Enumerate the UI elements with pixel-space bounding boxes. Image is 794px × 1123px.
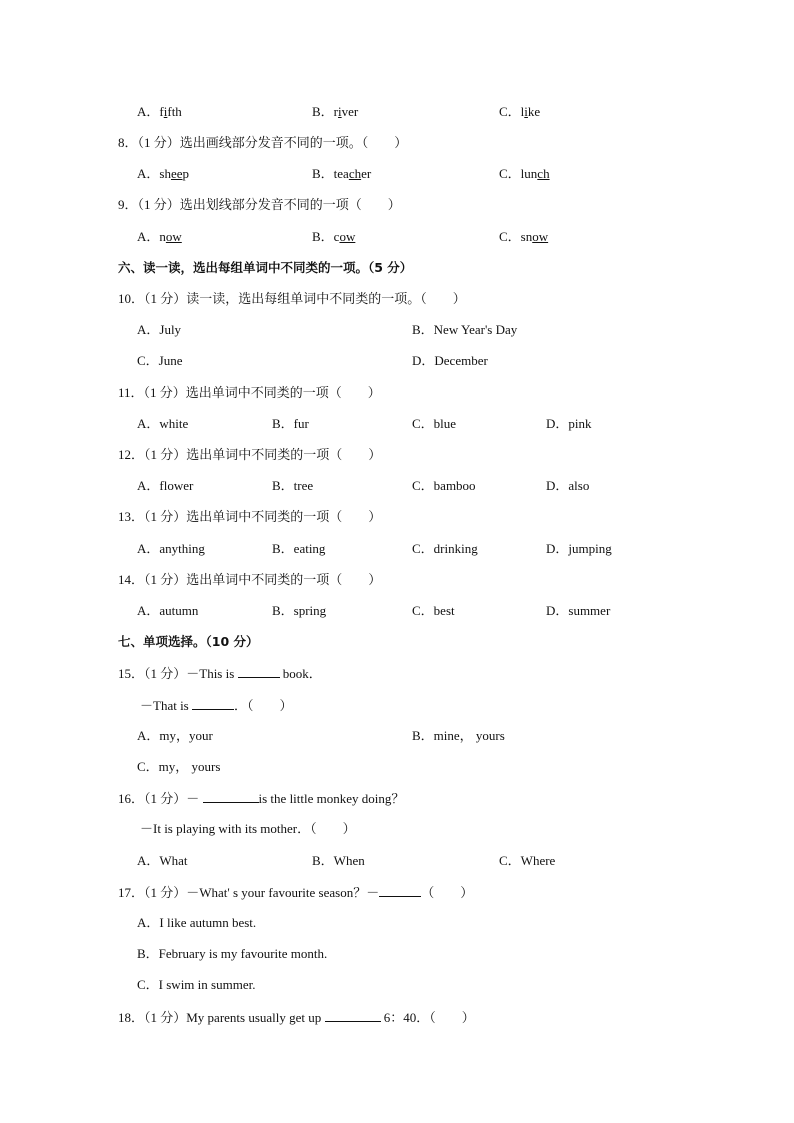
- q13-option-b[interactable]: B．eating: [272, 541, 326, 556]
- q10-option-d[interactable]: D．December: [412, 353, 488, 368]
- q14-option-b[interactable]: B．spring: [272, 603, 327, 618]
- q15-blank-2[interactable]: [192, 697, 234, 710]
- q16-stem: 16．（1 分）－ is the little monkey doing？: [118, 791, 405, 806]
- q11-option-c[interactable]: C．blue: [412, 416, 457, 431]
- q13-option-c[interactable]: C．drinking: [412, 541, 478, 556]
- q15-option-a[interactable]: A．my，your: [137, 728, 213, 743]
- q9-option-a[interactable]: A．now: [137, 229, 182, 244]
- q16-option-b[interactable]: B．When: [312, 853, 365, 868]
- q13-option-a[interactable]: A．anything: [137, 541, 205, 556]
- q11-option-b[interactable]: B．fur: [272, 416, 309, 431]
- q10-option-c[interactable]: C．June: [137, 353, 183, 368]
- q10-option-a[interactable]: A．July: [137, 322, 182, 337]
- q12-stem: 12．（1 分）选出单词中不同类的一项（ ）: [118, 447, 382, 462]
- q15-option-c[interactable]: C．my， yours: [137, 759, 221, 774]
- q16-option-a[interactable]: A．What: [137, 853, 188, 868]
- q15-line2: －That is ．（ ）: [140, 698, 293, 713]
- q12-option-a[interactable]: A．flower: [137, 478, 194, 493]
- q15-blank-1[interactable]: [238, 665, 280, 678]
- q17-stem: 17．（1 分）－What' s your favourite season？－ （ ）: [118, 885, 474, 900]
- q17-option-a[interactable]: A．I like autumn best.: [137, 915, 257, 930]
- q14-stem: 14．（1 分）选出单词中不同类的一项（ ）: [118, 572, 382, 587]
- q18-blank[interactable]: [325, 1009, 381, 1022]
- q15-option-b[interactable]: B．mine， yours: [412, 728, 505, 743]
- q9-option-c[interactable]: C．snow: [499, 229, 549, 244]
- q14-option-c[interactable]: C．best: [412, 603, 455, 618]
- section-7-heading: 七、单项选择。（10 分）: [118, 634, 259, 649]
- q13-option-d[interactable]: D．jumping: [546, 541, 612, 556]
- section-6-heading: 六、读一读，选出每组单词中不同类的一项。（5 分）: [118, 260, 413, 275]
- q9-stem: 9．（1 分）选出划线部分发音不同的一项（ ）: [118, 197, 401, 212]
- q10-option-b[interactable]: B．New Year's Day: [412, 322, 518, 337]
- q7-option-b[interactable]: B．river: [312, 104, 359, 119]
- q12-option-d[interactable]: D．also: [546, 478, 590, 493]
- q18-stem: 18．（1 分）My parents usually get up 6：40．（ ）: [118, 1010, 475, 1025]
- q11-option-d[interactable]: D．pink: [546, 416, 592, 431]
- q14-option-d[interactable]: D．summer: [546, 603, 611, 618]
- q15-stem: 15．（1 分）－This is book．: [118, 666, 322, 681]
- q12-option-c[interactable]: C．bamboo: [412, 478, 476, 493]
- q11-stem: 11．（1 分）选出单词中不同类的一项（ ）: [118, 385, 381, 400]
- q7-option-c[interactable]: C．like: [499, 104, 541, 119]
- q8-option-c[interactable]: C．lunch: [499, 166, 550, 181]
- q16-blank[interactable]: [203, 790, 259, 803]
- q17-option-b[interactable]: B．February is my favourite month.: [137, 946, 328, 961]
- q16-line2: －It is playing with its mother．（ ）: [140, 821, 356, 836]
- q8-option-b[interactable]: B．teacher: [312, 166, 372, 181]
- q9-option-b[interactable]: B．cow: [312, 229, 356, 244]
- q16-option-c[interactable]: C．Where: [499, 853, 556, 868]
- q17-blank[interactable]: [379, 884, 421, 897]
- q12-option-b[interactable]: B．tree: [272, 478, 314, 493]
- q13-stem: 13．（1 分）选出单词中不同类的一项（ ）: [118, 509, 382, 524]
- q8-option-a[interactable]: A．sheep: [137, 166, 189, 181]
- q14-option-a[interactable]: A．autumn: [137, 603, 199, 618]
- q17-option-c[interactable]: C．I swim in summer.: [137, 977, 256, 992]
- q7-option-a[interactable]: A．fifth: [137, 104, 182, 119]
- q10-stem: 10．（1 分）读一读，选出每组单词中不同类的一项。（ ）: [118, 291, 466, 306]
- q8-stem: 8．（1 分）选出画线部分发音不同的一项。（ ）: [118, 135, 408, 150]
- q11-option-a[interactable]: A．white: [137, 416, 189, 431]
